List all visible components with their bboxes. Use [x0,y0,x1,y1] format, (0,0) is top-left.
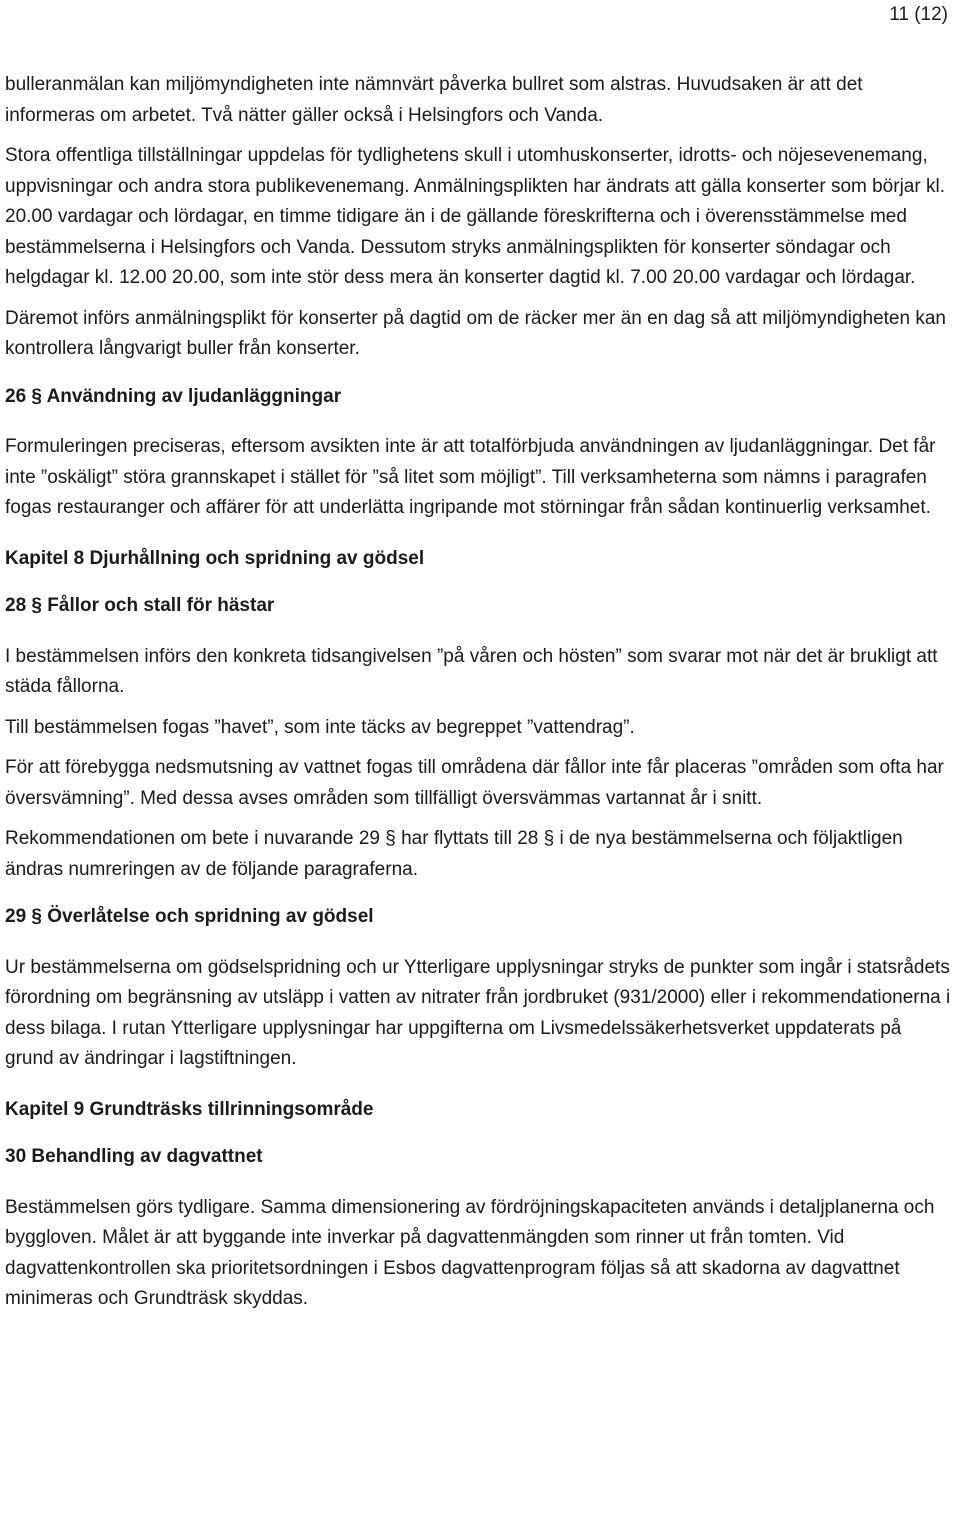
document-body [5,70,955,1315]
paragraph-dagvatten: Bestämmelsen görs tydligare. Samma dimensionering av fördröjningskapaciteten används i detaljplanerna och byggloven. Målet är att byggande inte inverkar på dagvattenmängden som rinner ut från tomten. Vid dagvattenkontrollen ska prioritetsordningen i Esbos dagvattenprogram följas så att skadorna av dagvattnet minimeras och Grundträsk skyddas. [5,1196,935,1309]
section-sign: § [31,385,42,407]
paragraph-havet: Till bestämmelsen fogas ”havet”, som inte täcks av begreppet ”vattendrag”. [5,716,635,738]
section-number: 29 [5,906,27,927]
heading-section-28 [5,591,955,622]
paragraph-bulleranmalan: bulleranmälan kan miljömyndigheten inte nämnvärt påverka bullret som alstras. Huvudsaken är att det informeras om arbetet. Två nätter gäller också i Helsingfors och Vanda. [5,74,863,126]
paragraph-tidsangivelse: I bestämmelsen införs den konkreta tidsangivelsen ”på våren och hösten” som svarar mot när det är brukligt att städa fållorna. [5,645,938,697]
heading-section-26 [5,382,955,413]
section-title: Överlåtelse och spridning av gödsel [47,906,374,927]
section-number: 26 [5,385,27,407]
heading-chapter-9: Kapitel 9 Grundträsks tillrinningsområde [5,1098,374,1120]
section-sign: § [31,906,42,927]
heading-chapter-8: Kapitel 8 Djurhållning och spridning av gödsel [5,547,425,569]
page-number: 11 (12) [889,4,948,25]
paragraph-ljudanlaggningar: Formuleringen preciseras, eftersom avsikten inte är att totalförbjuda användningen av ljudanläggningar. Det får inte ”oskäligt” störa grannskapet i stället för ”så litet som möjligt”. Till verksamheterna som nämns i paragrafen fogas restauranger och affärer för att underlätta ingripande mot störningar från sådan kontinuerlig verksamhet. [5,436,936,518]
paragraph-anmalningsplikt-dagtid: Däremot införs anmälningsplikt för konserter på dagtid om de räcker mer än en dag så att miljömyndigheten kan kontrollera långvarigt buller från konserter. [5,307,946,359]
section-number: 28 [5,595,27,616]
paragraph-offentliga-tillstallningar: Stora offentliga tillställningar uppdelas för tydlighetens skull i utomhuskonserter, idrotts- och nöjesevenemang, uppvisningar och andra stora publikevenemang. Anmälningsplikten har ändrats att gälla konserter som börjar kl. 20.00 vardagar och lördagar, en timme tidigare än i de gällande föreskrifterna och i överensstämmelse med bestämmelserna i Helsingfors och Vanda. Dessutom stryks anmälningsplikten för konserter söndagar och helgdagar kl. 12.00 20.00, som inte stör dess mera än konserter dagtid kl. 7.00 20.00 vardagar och lördagar. [5,145,945,288]
section-sign: § [31,595,42,616]
heading-section-29 [5,902,955,933]
paragraph-godselspridning: Ur bestämmelserna om gödselspridning och ur Ytterligare upplysningar stryks de punkter som ingår i statsrådets förordning om begränsning av utsläpp i vatten av nitrater från jordbruket (931/2000) eller i rekommendationerna i dess bilaga. I rutan Ytterligare upplysningar har uppgifterna om Livsmedelssäkerhetsverket uppdaterats på grund av ändringar i lagstiftningen. [5,956,951,1069]
section-title: Användning av ljudanläggningar [46,385,342,407]
paragraph-oversvamning: För att förebygga nedsmutsning av vattnet fogas till områdena där fållor inte får placeras ”områden som ofta har översvämning”. Med dessa avses områden som tillfälligt översvämmas vartannat år i snitt. [5,757,944,809]
section-title: Fållor och stall för hästar [47,595,275,616]
paragraph-rekommendation-bete: Rekommendationen om bete i nuvarande 29 § har flyttats till 28 § i de nya bestämmelserna och följaktligen ändras numreringen av de följande paragraferna. [5,828,903,880]
heading-section-30: 30 Behandling av dagvattnet [5,1146,263,1167]
